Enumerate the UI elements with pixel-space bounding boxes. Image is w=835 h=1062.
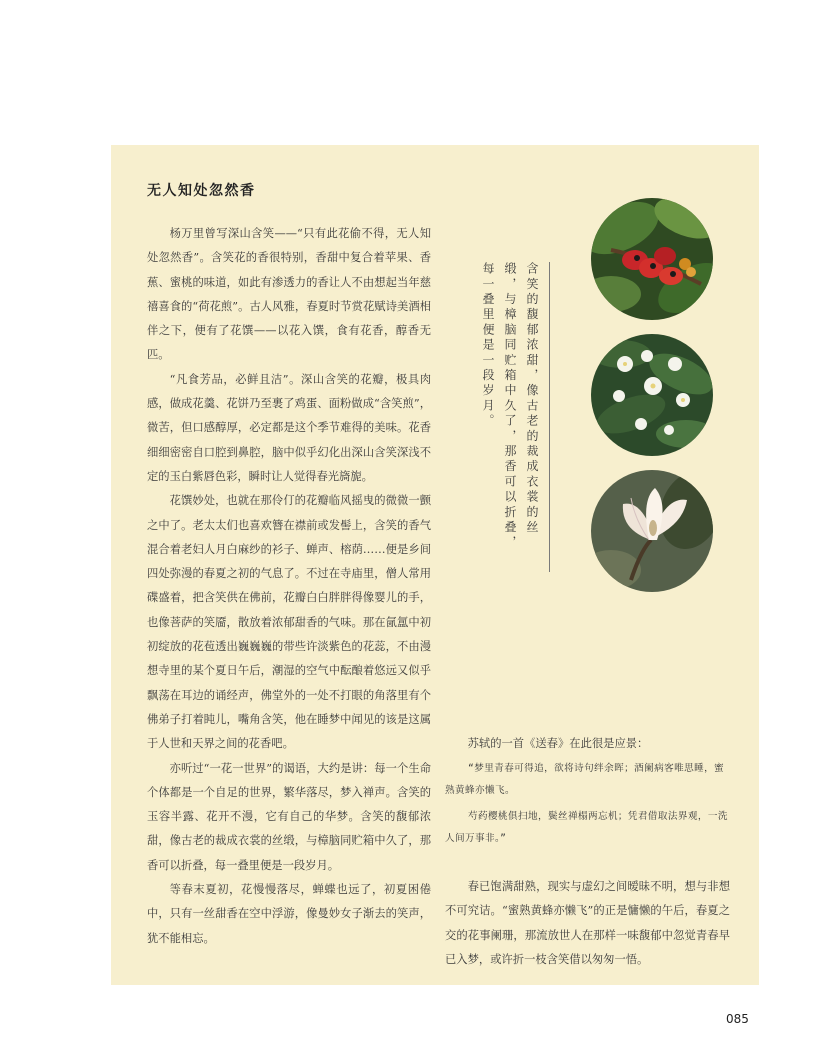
vertical-divider (549, 262, 550, 572)
poem-section (445, 732, 730, 854)
closing-section (445, 875, 730, 972)
vertical-quote-line-1: 含笑的馥郁浓甜，像古老的裁成衣裳的丝 (525, 262, 539, 536)
white-flower-shrub-photo (591, 334, 713, 456)
magnolia-bloom-photo (591, 470, 713, 592)
poem-intro: 苏轼的一首《送春》在此很是应景： (467, 737, 649, 750)
red-seed-pods-photo (591, 198, 713, 320)
main-body-text (147, 222, 431, 951)
closing-paragraph: 春已饱满甜熟，现实与虚幻之间暧昧不明，想与非想不可究诘。“蜜熟黄蜂亦懒飞”的正是慵懒的午后，春夏之交的花事阑珊，那流放世人在那样一味馥郁中忽觉青春早已入梦，或许折一枝含笑借以匆匆一悟。 (445, 880, 730, 966)
vertical-quote-line-3: 每一叠里便是一段岁月。 (481, 262, 495, 430)
body-paragraph-3: 花馔妙处，也就在那伶仃的花瓣临风摇曳的微微一颤之中了。老太太们也喜欢簪在襟前或发髻上，含笑的香气混合着老妇人月白麻纱的衫子、蝉声、榕荫……便是乡间四处弥漫的春夏之初的气息了。不过在寺庙里，僧人常用碟盛着，把含笑供在佛前，花瓣白白胖胖得像婴儿的手，也像菩萨的笑靥，散放着浓郁甜香的气味。那在氤氲中初初绽放的花苞透出巍巍巍的带些许淡紫色的花蕊，不由漫想寺里的某个夏日午后，潮湿的空气中酝酿着悠远又似乎飘荡在耳边的诵经声，佛堂外的一处不打眼的角落里有个佛弟子打着盹儿，嘴角含笑，他在睡梦中闻见的该是这属于人世和天界之间的花香吧。 (147, 494, 431, 751)
page-number: 085 (726, 1012, 749, 1026)
poem-line-1: “梦里青春可得追，欲将诗句绊余晖；酒阑病客唯思睡，蜜熟黄蜂亦懒飞。 (445, 763, 725, 797)
body-paragraph-2: “凡食芳品，必鲜且洁”。深山含笑的花瓣，极具肉感，做成花羹、花饼乃至裹了鸡蛋、面粉做成“含笑煎”，微苦，但口感醇厚，必定都是这个季节难得的美味。花香细细密密自口腔到鼻腔，脑中似乎幻化出深山含笑深浅不定的玉白紫唇色彩，瞬时让人觉得春光旖旎。 (147, 372, 431, 483)
body-paragraph-4: 亦听过“一花一世界”的谒语，大约是讲：每一个生命个体都是一个自足的世界，繁华落尽，梦入禅声。含笑的玉容半露、花开不漫，它有自己的华梦。含笑的馥郁浓甜，像古老的裁成衣裳的丝缎，与樟脑同贮箱中久了，那香可以折叠，每一叠里便是一段岁月。 (147, 761, 431, 872)
body-paragraph-5: 等春末夏初，花慢慢落尽，蝉蝶也远了，初夏困倦中，只有一丝甜香在空中浮游，像曼妙女子渐去的笑声，犹不能相忘。 (147, 883, 431, 945)
body-paragraph-1: 杨万里曾写深山含笑——“只有此花偷不得，无人知处忽然香”。含笑花的香很特别，香甜中复合着苹果、香蕉、蜜桃的味道，如此有渗透力的香让人不由想起当年慈禧喜食的“荷花煎”。古人风雅，春夏时节赏花赋诗美酒相伴之下，便有了花馔——以花入馔，食有花香，醇香无匹。 (147, 227, 431, 362)
vertical-quote-line-2: 缎，与樟脑同贮箱中久了，那香可以折叠， (503, 262, 517, 551)
section-title: 无人知处忽然香 (147, 183, 256, 199)
poem-block (445, 758, 730, 850)
poem-line-2: 芍药樱桃俱扫地，鬓丝禅榻两忘机；凭君借取法界观，一洗人间万事非。” (445, 811, 728, 845)
